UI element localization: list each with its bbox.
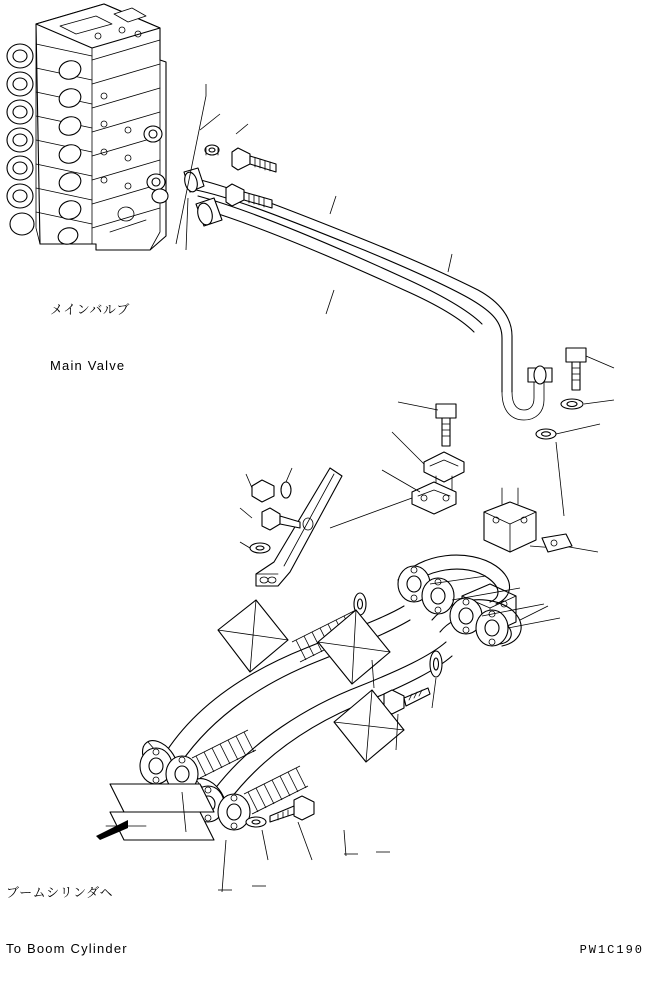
hose-long-upper: [183, 168, 552, 420]
hose-lower-right: [183, 642, 452, 824]
boom-cylinder-label-jp: ブームシリンダヘ: [6, 885, 114, 900]
leader-lines-center: [330, 402, 438, 528]
hose-upper-elbow: [196, 196, 482, 332]
bolt-center-upper: [436, 404, 456, 446]
main-valve-label: [50, 262, 130, 415]
bolt-group-valve: [205, 145, 276, 208]
bottom-detail-marks: [218, 852, 390, 890]
main-valve-label-jp: メインバルブ: [50, 302, 130, 317]
leader-lines-bracket: [240, 468, 292, 548]
main-valve-label-en: Main Valve: [50, 358, 126, 374]
boom-cylinder-arrow: [96, 784, 214, 840]
boom-cylinder-label-en: To Boom Cylinder: [6, 941, 128, 957]
clamp-bracket-lower: [412, 482, 456, 514]
elbow-joint-upper: [484, 488, 536, 552]
bolt-group-right: [536, 348, 586, 439]
main-valve-block: [7, 4, 168, 250]
leader-lines-top: [176, 84, 452, 314]
leader-lines-right: [556, 356, 614, 516]
part-number-label: PW1C190: [579, 943, 644, 957]
bolt-lower-1: [384, 688, 430, 714]
tab-bracket-right: [542, 534, 572, 552]
boom-cylinder-label: [6, 845, 128, 998]
break-marks: [218, 600, 404, 762]
